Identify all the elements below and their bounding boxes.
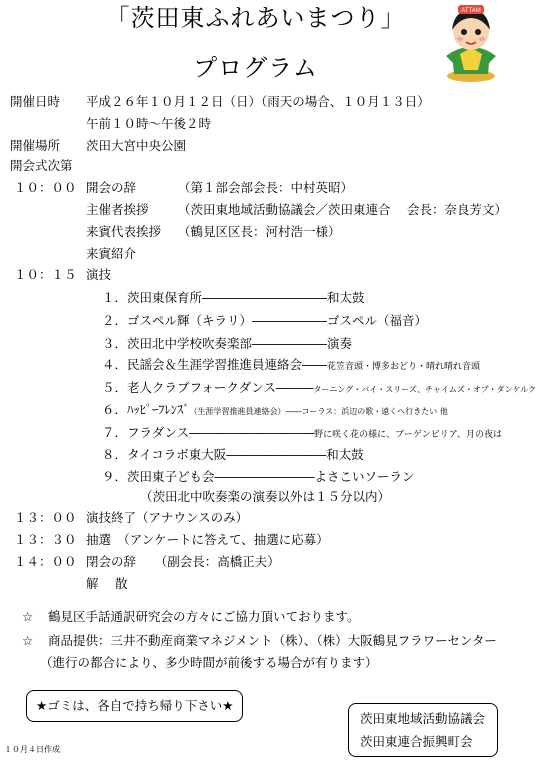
time-1000: １０：００ (14, 180, 77, 195)
page-subtitle: プログラム (193, 54, 318, 82)
organizer-2: 茨田東連合振興町会 (360, 734, 473, 749)
list-item-text: ５．老人クラブフォークダンス――― (102, 380, 314, 395)
list-item: １．茨田東保育所――――――――――和太鼓 (102, 290, 365, 305)
mascot-badge: ATTAM (461, 8, 481, 14)
list-item-extra: 花笠音頭・博多おどり・晴れ晴れ音頭 (327, 362, 481, 372)
mascot-icon (438, 4, 504, 84)
list-item: ８．タイコラボ東大阪――――――――和太鼓 (102, 447, 364, 462)
list-item: ３．茨田北中学校吹奏楽部――――――演奏 (102, 336, 353, 351)
organizer-1: 茨田東地域活動協議会 (360, 711, 486, 726)
performance-label: 演技 (86, 267, 112, 282)
time-1400: １４：００ (14, 554, 77, 569)
host-greeting-name: 主催者挨拶 (86, 202, 149, 217)
guest-intro: 来賓紹介 (86, 246, 137, 261)
opening-name: 開会の辞 (86, 180, 137, 195)
opening-detail: （第１部会部会長：中村英昭） (178, 180, 354, 195)
note-text: 商品提供：三井不動産商業マネジメント（株）、（株）大阪鶴見フラワーセンター (48, 633, 497, 648)
list-item-text: ４．民謡会＆生涯学習推進員連絡会―― (102, 357, 328, 372)
guest-greeting-name: 来賓代表挨拶 (86, 224, 162, 239)
note-text: 鶴見区手話通訳研究会の方々にご協力頂いております。 (48, 609, 360, 624)
guest-greeting-detail: （鶴見区区長：河村浩一様） (178, 224, 341, 239)
list-item: ２．ゴスペル輝（キラリ）――――――ゴスペル（福音） (102, 313, 428, 328)
page-title: 「茨田東ふれあいまつり」 (105, 4, 406, 32)
place-value: 茨田大宮中央公園 (86, 138, 187, 153)
garbage-notice: ★ゴミは、各自で持ち帰り下さい★ (36, 698, 234, 713)
place-label: 開催場所 (10, 138, 61, 153)
list-item (102, 357, 480, 375)
list-item-extra: （生涯学習推進員連絡会）――コーラス：浜辺の歌・遠くへ行きたい 他 (189, 407, 448, 416)
host-greeting-detail: （茨田東地域活動協議会／茨田東連合 会長：奈良芳文） (178, 202, 507, 217)
date-label: 開催日時 (10, 94, 61, 109)
list-item-extra: 野に咲く花の様に、ブーゲンビリア、月の夜は (314, 430, 502, 440)
time-1015: １０：１５ (14, 267, 77, 282)
list-item: ９．茨田東子ども会――――――――よさこいソーラン (102, 469, 415, 484)
time-value: 午前１０時～午後２時 (86, 116, 212, 131)
ceremony-label: 開会式次第 (10, 158, 73, 173)
note-extra: （進行の都合により、多少時間が前後する場合が有ります） (40, 655, 378, 670)
list-item-extra: ターニング・バイ・スリーズ、チャイムズ・オブ・ダンケルク (313, 385, 536, 394)
closing-item: 抽選 （アンケートに答えて、抽選に応募） (86, 532, 329, 547)
list-item (102, 380, 536, 398)
performance-note: （茨田北中吹奏楽の演奏以外は１５分以内） (140, 489, 391, 504)
date-value: 平成２６年１０月１２日（日）（雨天の場合、１０月１３日） (86, 94, 430, 109)
list-item (102, 402, 448, 420)
star-icon: ☆ (22, 633, 34, 648)
list-item-text: ７．フラダンス―――――――――― (102, 425, 315, 440)
closing-item: 閉会の辞 （副会長：高橋正夫） (86, 554, 280, 569)
created-date: １０月４日作成 (4, 745, 60, 754)
time-1330: １３：３０ (14, 532, 77, 547)
list-item-text: ６．ﾊｯﾋﾟｰﾌﾚﾝｽﾞ (102, 402, 190, 417)
closing-item: 演技終了（アナウンスのみ） (86, 510, 249, 525)
star-icon: ☆ (22, 609, 34, 624)
time-1300: １３：００ (14, 510, 77, 525)
dismissal: 解 散 (86, 576, 128, 591)
list-item (102, 425, 502, 443)
